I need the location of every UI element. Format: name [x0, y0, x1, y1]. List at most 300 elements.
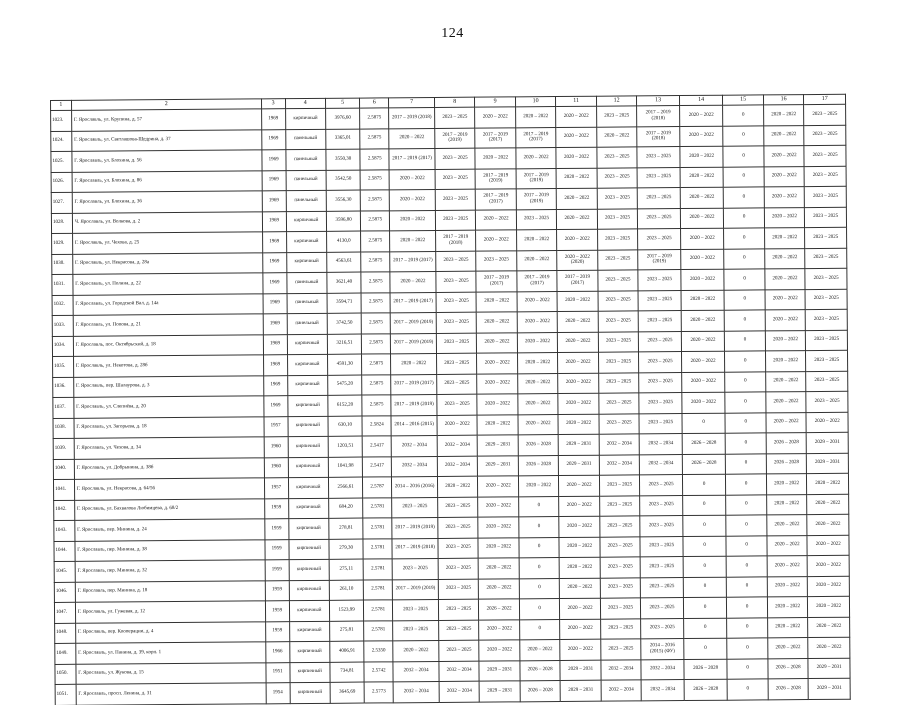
- table-cell: кирпичный: [287, 334, 328, 355]
- table-cell: 2017 – 2019 (2019): [516, 189, 557, 210]
- table-cell: 2026 – 2028: [520, 681, 561, 702]
- table-cell: кирпичный: [287, 354, 328, 375]
- table-cell: 2.5417: [363, 456, 392, 477]
- table-cell: 2023 – 2025: [806, 309, 848, 330]
- row-number-cell: 1040.: [53, 459, 74, 480]
- table-cell: 2020 – 2022: [390, 271, 436, 292]
- column-number-1: 1: [51, 100, 72, 110]
- table-cell: 2032 – 2034: [437, 435, 478, 456]
- table-cell: 2017 – 2019 (2017): [390, 251, 436, 272]
- table-cell: 0: [723, 166, 764, 187]
- table-cell: 2020 – 2022: [560, 619, 601, 640]
- address-cell: Г. Ярославль, пер. Минина, д. 24: [75, 519, 265, 541]
- table-cell: кирпичный: [287, 375, 328, 396]
- column-number-10: 10: [515, 97, 556, 107]
- table-cell: кирпичный: [288, 518, 329, 539]
- table-cell: 0: [725, 412, 766, 433]
- row-number-cell: 1043.: [54, 520, 75, 541]
- table-cell: 275,81: [330, 621, 364, 642]
- table-cell: 630,10: [328, 416, 362, 437]
- table-cell: 2.5781: [364, 600, 393, 621]
- address-cell: Г. Ярославль, просп. Ленина, д. 31: [76, 683, 266, 705]
- table-cell: 2020 – 2022: [806, 412, 848, 433]
- address-cell: Г. Ярославль, ул. Некотова, д. 28б: [73, 355, 263, 377]
- table-cell: 2017 – 2019 (2019): [392, 517, 438, 538]
- table-cell: 2023 – 2025: [600, 598, 641, 619]
- table-cell: кирпичный: [286, 231, 327, 252]
- table-cell: 2023 – 2025: [435, 148, 476, 169]
- table-cell: 2020 – 2022: [475, 107, 516, 128]
- table-cell: 1969: [263, 334, 287, 355]
- table-cell: 2017 – 2019 (2017): [475, 127, 516, 148]
- table-cell: 2026 – 2028: [518, 435, 559, 456]
- table-cell: 2020 – 2022: [437, 415, 478, 436]
- table-cell: 1960: [264, 457, 288, 478]
- column-number-8: 8: [434, 97, 475, 107]
- table-cell: 2023 – 2025: [439, 620, 480, 641]
- row-number-cell: 1028.: [51, 213, 72, 234]
- table-cell: 0: [724, 248, 765, 269]
- table-cell: 2020 – 2022: [558, 393, 599, 414]
- table-cell: 2023 – 2025: [438, 599, 479, 620]
- table-cell: 2023 – 2025: [600, 557, 641, 578]
- table-cell: 0: [725, 351, 766, 372]
- page-number: 124: [441, 26, 464, 41]
- table-cell: 2.5875: [361, 272, 390, 293]
- table-cell: 2.5875: [361, 251, 390, 272]
- table-cell: 2020 – 2022: [390, 230, 436, 251]
- table-cell: 2020 – 2022: [681, 249, 725, 270]
- table-cell: 1969: [261, 129, 285, 150]
- table-cell: 3542,50: [326, 170, 360, 191]
- table-cell: 2020 – 2022: [681, 372, 725, 393]
- table-cell: кирпичный: [289, 600, 330, 621]
- table-cell: 2023 – 2025: [641, 577, 684, 598]
- table-cell: 2020 – 2022: [765, 269, 806, 290]
- address-cell: Г. Ярославль, пер. Шалаурова, д. 3: [73, 375, 263, 397]
- table-body: [51, 104, 851, 705]
- table-cell: 2020 – 2022: [557, 209, 598, 230]
- row-number-cell: 1048.: [55, 623, 76, 644]
- table-cell: 2029 – 2031: [807, 453, 849, 474]
- table-cell: 2026 – 2028: [682, 454, 726, 475]
- table-cell: 2023 – 2025: [598, 372, 639, 393]
- row-number-cell: 1034.: [52, 336, 73, 357]
- table-cell: 0: [727, 638, 768, 659]
- table-cell: 4006,91: [330, 641, 364, 662]
- table-cell: 2020 – 2022: [517, 250, 558, 271]
- row-number-cell: 1029.: [52, 233, 73, 254]
- table-cell: 2023 – 2025: [436, 312, 477, 333]
- table-cell: 0: [725, 330, 766, 351]
- table-cell: 0: [519, 558, 560, 579]
- table-cell: 2020 – 2022: [479, 578, 520, 599]
- table-cell: 2017 – 2019 (2017): [390, 292, 436, 313]
- table-cell: 1969: [262, 232, 286, 253]
- table-cell: 2020 – 2022: [764, 187, 805, 208]
- table-cell: 2020 – 2022: [764, 207, 805, 228]
- table-cell: 2023 – 2025: [437, 394, 478, 415]
- address-cell: Г. Ярославль, пос. Октябрьский, д. 18: [73, 334, 263, 356]
- table-cell: 1969: [261, 109, 285, 130]
- table-cell: 2020 – 2022: [437, 476, 478, 497]
- table-cell: 2023 – 2025: [638, 229, 681, 250]
- table-cell: 2023 – 2025: [806, 330, 848, 351]
- table-cell: 2020 – 2022: [477, 394, 518, 415]
- table-cell: 0: [725, 392, 766, 413]
- table-cell: 2.5875: [361, 313, 390, 334]
- table-cell: 2026 – 2022: [479, 599, 520, 620]
- table-cell: 0: [726, 535, 767, 556]
- column-number-9: 9: [475, 97, 516, 107]
- table-cell: 2.5781: [364, 579, 393, 600]
- table-cell: 2020 – 2022: [807, 514, 849, 535]
- table-cell: 1969: [263, 293, 287, 314]
- address-cell: Г. Ярославль, пер. Минина, д. 18: [75, 580, 265, 602]
- table-cell: кирпичный: [288, 498, 329, 519]
- table-cell: 2023 – 2025: [598, 249, 639, 270]
- table-cell: 734,81: [330, 662, 364, 683]
- address-cell: Г. Ярославль, ул. Панина, д. 39, корп. 1: [76, 642, 266, 664]
- table-cell: 1957: [264, 416, 288, 437]
- table-cell: 2020 – 2022: [560, 639, 601, 660]
- table-cell: 2020 – 2022: [681, 351, 725, 372]
- table-cell: 1969: [263, 355, 287, 376]
- table-cell: 2020 – 2022: [556, 147, 597, 168]
- table-cell: 2020 – 2022: [765, 310, 806, 331]
- table-cell: 2020 – 2022: [556, 106, 597, 127]
- table-cell: 279,30: [329, 539, 363, 560]
- table-cell: кирпичный: [289, 559, 330, 580]
- table-cell: 2.5781: [364, 620, 393, 641]
- table-cell: 2020 – 2022: [808, 637, 850, 658]
- table-cell: 2.5875: [362, 333, 391, 354]
- table-cell: 2032 – 2034: [599, 434, 640, 455]
- table-cell: 2032 – 2034: [439, 681, 480, 702]
- table-cell: 2023 – 2025: [640, 475, 683, 496]
- table-cell: 2023 – 2025: [640, 536, 683, 557]
- table-cell: 2020 – 2022: [807, 494, 849, 515]
- table-cell: 2.5350: [364, 641, 393, 662]
- table-cell: 2020 – 2022: [681, 331, 725, 352]
- table-cell: 2020 – 2022: [478, 476, 519, 497]
- table-cell: 2020 – 2022: [807, 473, 849, 494]
- table-cell: 2023 – 2025: [638, 311, 681, 332]
- table-cell: 2017 – 2019 (2017): [476, 189, 517, 210]
- table-cell: 2023 – 2025: [439, 640, 480, 661]
- table-cell: 2017 – 2019 (2018): [637, 106, 680, 127]
- row-number-cell: 1025.: [51, 151, 72, 172]
- table-cell: 2020 – 2022: [478, 517, 519, 538]
- address-cell: Г. Ярославль, ул. Гужевая, д. 12: [75, 601, 265, 623]
- table-cell: 0: [726, 453, 767, 474]
- row-number-cell: 1038.: [53, 418, 74, 439]
- table-cell: 2020 – 2022: [808, 596, 850, 617]
- table-cell: 1959: [265, 601, 289, 622]
- table-cell: 2.5824: [362, 415, 391, 436]
- table-cell: 0: [682, 495, 726, 516]
- table-cell: 2023 – 2025: [641, 598, 684, 619]
- table-cell: кирпичный: [289, 580, 330, 601]
- table-cell: 2.5875: [360, 149, 389, 170]
- table-cell: 2023 – 2025: [597, 208, 638, 229]
- table-cell: 2023 – 2025: [598, 331, 639, 352]
- table-cell: 2020 – 2022: [560, 578, 601, 599]
- table-cell: 2023 – 2025: [600, 618, 641, 639]
- table-cell: 2020 – 2022: [559, 516, 600, 537]
- table-cell: 2020 – 2022: [764, 166, 805, 187]
- table-cell: 2023 – 2025: [438, 538, 479, 559]
- row-number-cell: 1032.: [52, 295, 73, 316]
- table-cell: 2023 – 2025: [805, 289, 847, 310]
- table-cell: 1951: [266, 662, 290, 683]
- address-cell: Г. Ярославль, ул. Полина, д. 22: [73, 273, 263, 295]
- table-cell: 2023 – 2025: [435, 210, 476, 231]
- table-cell: 1954: [266, 683, 290, 704]
- table-cell: 2.5875: [360, 108, 389, 129]
- table-cell: 2.5781: [363, 538, 392, 559]
- row-number-cell: 1042.: [54, 500, 75, 521]
- table-cell: 2020 – 2022: [556, 168, 597, 189]
- table-cell: 2020 – 2022: [765, 330, 806, 351]
- table-cell: 0: [725, 371, 766, 392]
- table-cell: 2020 – 2022: [477, 332, 518, 353]
- column-number-5: 5: [325, 98, 359, 108]
- table-cell: 2023 – 2025: [438, 579, 479, 600]
- table-cell: 0: [727, 576, 768, 597]
- table-cell: 2017 – 2019 (2017): [557, 270, 598, 291]
- table-cell: 2023 – 2025: [598, 352, 639, 373]
- table-cell: 2020 – 2022: [517, 291, 558, 312]
- table-cell: 2032 – 2034: [599, 454, 640, 475]
- table-cell: 2023 – 2025: [804, 104, 846, 125]
- table-cell: 1959: [264, 498, 288, 519]
- table-cell: 2020 – 2022: [766, 494, 807, 515]
- row-number-cell: 1033.: [52, 315, 73, 336]
- table-cell: 4591,30: [328, 354, 362, 375]
- table-cell: 2026 – 2028: [684, 659, 728, 680]
- column-number-16: 16: [763, 95, 804, 105]
- table-cell: 2023 – 2025: [804, 145, 846, 166]
- table-cell: 0: [519, 619, 560, 640]
- table-cell: 2020 – 2022: [518, 373, 559, 394]
- table-cell: 2023 – 2025: [637, 147, 680, 168]
- table-cell: 0: [727, 658, 768, 679]
- table-cell: 0: [724, 207, 765, 228]
- table-cell: 0: [683, 536, 727, 557]
- table-cell: 2020 – 2022: [517, 332, 558, 353]
- table-cell: 2023 – 2025: [639, 352, 682, 373]
- column-number-13: 13: [637, 96, 680, 106]
- row-number-cell: 1036.: [53, 377, 74, 398]
- table-cell: 2032 – 2034: [639, 434, 682, 455]
- row-number-cell: 1026.: [51, 172, 72, 193]
- table-cell: 0: [725, 310, 766, 331]
- schedule-table: [50, 94, 851, 705]
- table-cell: 2020 – 2022: [558, 311, 599, 332]
- table-cell: 2020 – 2022: [477, 353, 518, 374]
- table-cell: 2023 – 2025: [437, 374, 478, 395]
- row-number-cell: 1050.: [55, 664, 76, 685]
- table-cell: 2017 – 2019 (2017): [517, 271, 558, 292]
- table-cell: 6152,20: [328, 395, 362, 416]
- table-cell: 1957: [264, 478, 288, 499]
- table-cell: 3976,60: [326, 108, 360, 129]
- table-cell: 2020 – 2022: [515, 107, 556, 128]
- table-cell: 2023 – 2025: [438, 517, 479, 538]
- table-cell: 0: [726, 494, 767, 515]
- table-cell: 2020 – 2022: [767, 515, 808, 536]
- table-cell: 2020 – 2022: [560, 598, 601, 619]
- table-cell: 2020 – 2022: [763, 105, 804, 126]
- table-cell: 0: [724, 289, 765, 310]
- table-cell: 2020 – 2022: [681, 290, 725, 311]
- table-cell: 2029 – 2031: [806, 432, 848, 453]
- table-cell: 0: [519, 599, 560, 620]
- address-cell: Г. Ярославль, ул. Блохина, д. 56: [72, 150, 262, 172]
- table-cell: 2020 – 2022: [682, 392, 726, 413]
- table-cell: 2023 – 2025: [639, 331, 682, 352]
- table-cell: 2017 – 2019 (2019): [390, 312, 436, 333]
- table-cell: 2023 – 2025: [639, 413, 682, 434]
- column-number-6: 6: [360, 98, 389, 108]
- table-cell: 2.5875: [360, 190, 389, 211]
- table-cell: 2020 – 2022: [766, 474, 807, 495]
- table-cell: 2026 – 2028: [518, 455, 559, 476]
- table-cell: 3596,80: [326, 211, 360, 232]
- table-cell: 2029 – 2031: [478, 435, 519, 456]
- table-cell: 2017 – 2019 (2019): [475, 168, 516, 189]
- table-cell: 2020 – 2022: [597, 126, 638, 147]
- table-cell: 2017 – 2019 (2018): [435, 230, 476, 251]
- table-cell: 2020 – 2022: [559, 557, 600, 578]
- table-cell: 2020 – 2022: [518, 414, 559, 435]
- table-cell: 2.5773: [364, 682, 393, 703]
- table-cell: 0: [726, 515, 767, 536]
- table-cell: 2029 – 2031: [808, 678, 850, 699]
- table-cell: 2023 – 2025: [639, 372, 682, 393]
- table-cell: 2017 – 2019 (2019): [435, 128, 476, 149]
- table-cell: 2023 – 2025: [597, 167, 638, 188]
- table-cell: 2.5781: [363, 497, 392, 518]
- table-cell: 4563,61: [327, 252, 361, 273]
- table-cell: 2026 – 2028: [768, 658, 809, 679]
- table-cell: 2020 – 2022: [476, 291, 517, 312]
- table-cell: 2023 – 2025: [640, 557, 683, 578]
- table-cell: 2020 – 2022: [478, 537, 519, 558]
- table-cell: 2023 – 2025: [597, 147, 638, 168]
- table-cell: 2023 – 2025: [598, 270, 639, 291]
- table-cell: кирпичный: [290, 682, 331, 703]
- row-number-cell: 1023.: [51, 110, 72, 131]
- table-cell: кирпичный: [285, 108, 326, 129]
- table-cell: 2.5787: [363, 477, 392, 498]
- table-cell: 2017 – 2019 (2017): [389, 148, 435, 169]
- table-cell: 2020 – 2022: [476, 230, 517, 251]
- table-cell: 1523,99: [329, 600, 363, 621]
- table-cell: 2020 – 2022: [680, 126, 724, 147]
- table-cell: 2023 – 2025: [436, 333, 477, 354]
- row-number-cell: 1035.: [53, 356, 74, 377]
- table-cell: 2023 – 2025: [641, 618, 684, 639]
- table-cell: кирпичный: [288, 457, 329, 478]
- row-number-cell: 1045.: [54, 561, 75, 582]
- table-cell: кирпичный: [289, 621, 330, 642]
- table-cell: 2014 – 2016 (2016): [392, 476, 438, 497]
- table-cell: 0: [519, 537, 560, 558]
- table-cell: 2023 – 2025: [806, 371, 848, 392]
- table-cell: 2020 – 2022: [680, 228, 724, 249]
- table-cell: 2020 – 2022: [558, 373, 599, 394]
- table-cell: 2020 – 2022: [391, 353, 437, 374]
- table-cell: 2029 – 2031: [560, 660, 601, 681]
- table-cell: 2023 – 2025: [637, 167, 680, 188]
- table-cell: 0: [727, 617, 768, 638]
- table-cell: 2029 – 2031: [478, 455, 519, 476]
- address-cell: Г. Ярославль, ул. Некрасова, д. 64/56: [74, 478, 264, 500]
- table-cell: 2020 – 2022: [680, 146, 724, 167]
- column-number-4: 4: [285, 98, 326, 108]
- row-number-cell: 1027.: [51, 192, 72, 213]
- table-cell: 0: [682, 474, 726, 495]
- table-cell: 0: [683, 556, 727, 577]
- table-cell: 2020 – 2022: [765, 248, 806, 269]
- table-cell: 1969: [262, 150, 286, 171]
- table-cell: 2020 – 2022: [767, 617, 808, 638]
- row-number-cell: 1047.: [54, 602, 75, 623]
- table-cell: 2026 – 2028: [520, 660, 561, 681]
- table-cell: 2032 – 2034: [392, 456, 438, 477]
- table-cell: 2023 – 2025: [804, 166, 846, 187]
- address-cell: Г. Ярославль, ул. Слепнёва, д. 20: [74, 396, 264, 418]
- table-cell: 2023 – 2025: [597, 188, 638, 209]
- table-cell: 2020 – 2022: [389, 128, 435, 149]
- table-cell: 2020 – 2022: [764, 146, 805, 167]
- table-cell: 2023 – 2025: [597, 229, 638, 250]
- table-cell: 2032 – 2034: [439, 661, 480, 682]
- table-cell: 2023 – 2025: [392, 497, 438, 518]
- table-cell: 2566,61: [328, 477, 362, 498]
- table-cell: 2020 – 2022: [517, 353, 558, 374]
- table-cell: 2020 – 2022: [681, 269, 725, 290]
- table-cell: 2026 – 2028: [768, 679, 809, 700]
- table-cell: 2032 – 2034: [601, 680, 642, 701]
- table-cell: 2020 – 2022: [559, 537, 600, 558]
- table-cell: 2020 – 2022: [478, 496, 519, 517]
- table-cell: 2020 – 2022: [479, 619, 520, 640]
- table-cell: 2023 – 2025: [516, 209, 557, 230]
- table-cell: 2023 – 2025: [640, 516, 683, 537]
- table-cell: 2029 – 2031: [479, 681, 520, 702]
- table-cell: 2026 – 2028: [766, 453, 807, 474]
- housing-repair-schedule: [50, 94, 851, 705]
- table-cell: кирпичный: [288, 539, 329, 560]
- table-cell: 2020 – 2022: [393, 640, 439, 661]
- table-cell: 261,10: [329, 580, 363, 601]
- table-cell: 2020 – 2022: [767, 576, 808, 597]
- table-cell: 2014 – 2016 (2015) (ФУ): [641, 639, 684, 660]
- table-cell: 2023 – 2025: [806, 350, 848, 371]
- table-cell: 2.5875: [360, 169, 389, 190]
- table-cell: 2020 – 2022 (2020): [557, 250, 598, 271]
- table-cell: панельный: [285, 129, 326, 150]
- table-cell: 2020 – 2022: [766, 371, 807, 392]
- table-cell: 2032 – 2034: [601, 659, 642, 680]
- table-cell: 2.5781: [363, 518, 392, 539]
- table-cell: 2020 – 2022: [518, 476, 559, 497]
- table-cell: кирпичный: [288, 436, 329, 457]
- table-cell: 2020 – 2022: [477, 414, 518, 435]
